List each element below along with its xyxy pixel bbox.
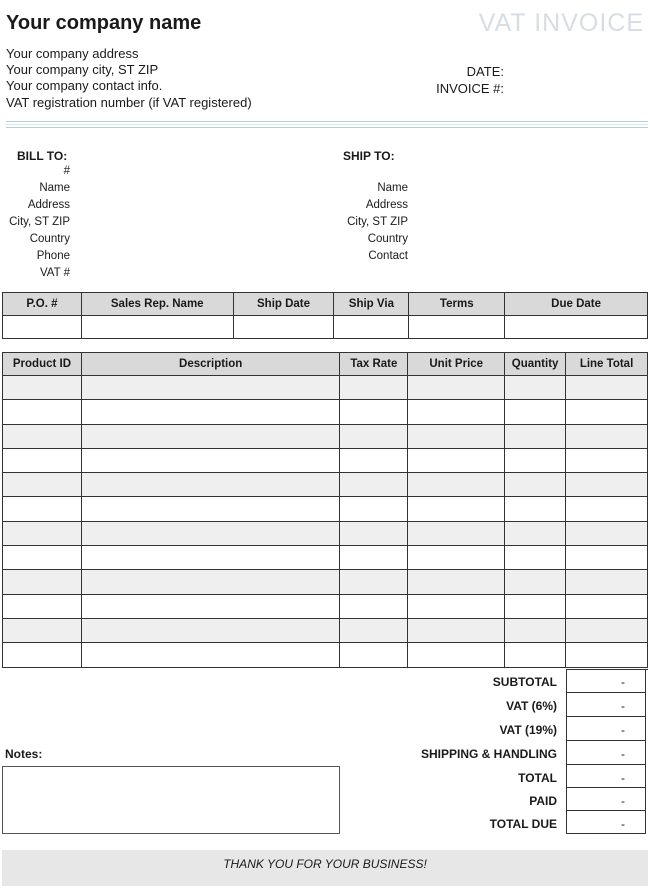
product-cell[interactable] [505, 546, 566, 570]
product-cell[interactable] [81, 424, 340, 448]
total-label: TOTAL [518, 771, 557, 785]
total-value[interactable]: - [566, 765, 646, 788]
product-cell[interactable] [81, 497, 340, 521]
vat-6-label: VAT (6%) [506, 699, 557, 713]
product-cell[interactable] [408, 594, 505, 618]
order-info-table [2, 292, 648, 339]
product-cell[interactable] [408, 473, 505, 497]
product-cell[interactable] [408, 521, 505, 545]
product-cell[interactable] [505, 643, 566, 667]
table-row [3, 424, 648, 448]
thank-you-footer: THANK YOU FOR YOUR BUSINESS! [2, 850, 648, 886]
table-row [3, 376, 648, 400]
ship-date-cell[interactable] [233, 316, 334, 339]
product-cell[interactable] [81, 473, 340, 497]
product-cell[interactable] [340, 594, 408, 618]
header-divider [6, 121, 648, 122]
company-contact: Your company contact info. [6, 78, 163, 93]
shipping-handling-label: SHIPPING & HANDLING [420, 747, 557, 761]
product-cell[interactable] [3, 473, 82, 497]
product-cell[interactable] [3, 376, 82, 400]
product-cell[interactable] [408, 618, 505, 642]
product-cell[interactable] [566, 497, 648, 521]
product-cell[interactable] [505, 473, 566, 497]
ship-to-contact-label: Contact [368, 250, 408, 262]
product-table [2, 352, 648, 668]
product-cell[interactable] [408, 400, 505, 424]
product-cell[interactable] [340, 376, 408, 400]
terms-header: Terms [409, 293, 505, 316]
product-cell[interactable] [81, 643, 340, 667]
product-cell[interactable] [3, 400, 82, 424]
product-cell[interactable] [505, 424, 566, 448]
table-row [3, 643, 648, 667]
product-cell[interactable] [505, 448, 566, 472]
header-divider [6, 127, 648, 128]
product-cell[interactable] [408, 570, 505, 594]
product-cell[interactable] [340, 473, 408, 497]
product-cell[interactable] [3, 521, 82, 545]
due-date-cell[interactable] [505, 316, 648, 339]
description-header: Description [81, 353, 340, 376]
product-cell[interactable] [566, 424, 648, 448]
product-cell[interactable] [3, 424, 82, 448]
ship-to-address-label: Address [365, 199, 408, 211]
notes-label: Notes: [5, 747, 43, 761]
product-cell[interactable] [3, 497, 82, 521]
product-cell[interactable] [340, 424, 408, 448]
tax-rate-header: Tax Rate [340, 353, 408, 376]
total-due-value[interactable]: - [566, 811, 646, 834]
product-cell[interactable] [340, 497, 408, 521]
product-cell[interactable] [505, 497, 566, 521]
table-row [3, 570, 648, 594]
product-cell[interactable] [81, 570, 340, 594]
product-cell[interactable] [81, 521, 340, 545]
product-cell[interactable] [566, 448, 648, 472]
bill-to-heading: BILL TO: [17, 149, 68, 163]
product-cell[interactable] [340, 400, 408, 424]
product-cell[interactable] [505, 400, 566, 424]
ship-date-header: Ship Date [233, 293, 334, 316]
product-cell[interactable] [340, 521, 408, 545]
product-cell[interactable] [3, 618, 82, 642]
company-name: Your company name [6, 12, 202, 34]
unit-price-header: Unit Price [408, 353, 505, 376]
product-cell[interactable] [566, 618, 648, 642]
product-cell[interactable] [81, 376, 340, 400]
product-cell[interactable] [340, 570, 408, 594]
total-due-label: TOTAL DUE [489, 817, 557, 831]
product-cell[interactable] [3, 546, 82, 570]
product-cell[interactable] [566, 570, 648, 594]
terms-cell[interactable] [409, 316, 505, 339]
bill-to-address-label: Address [27, 199, 70, 211]
product-id-header: Product ID [3, 353, 82, 376]
header-divider [6, 124, 648, 125]
bill-to-phone-label: Phone [36, 250, 70, 262]
vat-19-value[interactable]: - [566, 717, 646, 741]
product-cell[interactable] [340, 546, 408, 570]
product-cell[interactable] [408, 643, 505, 667]
company-address: Your company address [6, 46, 139, 61]
document-title: VAT INVOICE [478, 9, 644, 37]
ship-to-name-label: Name [377, 182, 408, 194]
bill-to-vat-label: VAT # [39, 267, 70, 279]
product-cell[interactable] [566, 546, 648, 570]
table-row [3, 448, 648, 472]
product-cell[interactable] [505, 521, 566, 545]
product-cell[interactable] [3, 448, 82, 472]
product-cell[interactable] [81, 618, 340, 642]
ship-via-header: Ship Via [334, 293, 409, 316]
company-vat-registration: VAT registration number (if VAT registered) [6, 95, 252, 110]
product-cell[interactable] [340, 448, 408, 472]
po-number-header: P.O. # [3, 293, 82, 316]
due-date-header: Due Date [505, 293, 648, 316]
product-cell[interactable] [505, 618, 566, 642]
product-cell[interactable] [81, 400, 340, 424]
ship-via-cell[interactable] [334, 316, 409, 339]
product-cell[interactable] [505, 376, 566, 400]
ship-to-heading: SHIP TO: [343, 149, 395, 163]
shipping-handling-value[interactable]: - [566, 741, 646, 765]
date-label: DATE: [466, 64, 504, 79]
table-row [3, 594, 648, 618]
sales-rep-header: Sales Rep. Name [81, 293, 233, 316]
product-cell[interactable] [3, 594, 82, 618]
ship-to-country-label: Country [367, 233, 408, 245]
product-cell[interactable] [566, 376, 648, 400]
product-cell[interactable] [566, 473, 648, 497]
product-cell[interactable] [566, 400, 648, 424]
quantity-header: Quantity [505, 353, 566, 376]
bill-to-city-label: City, ST ZIP [9, 216, 70, 228]
subtotal-value[interactable]: - [566, 669, 646, 693]
product-cell[interactable] [505, 594, 566, 618]
table-row [3, 473, 648, 497]
ship-to-city-label: City, ST ZIP [347, 216, 408, 228]
product-cell[interactable] [408, 424, 505, 448]
paid-label: PAID [529, 794, 557, 808]
bill-to-name-label: Name [39, 182, 70, 194]
product-cell[interactable] [340, 618, 408, 642]
po-number-cell[interactable] [3, 316, 82, 339]
product-cell[interactable] [408, 546, 505, 570]
product-cell[interactable] [505, 570, 566, 594]
bill-to-number-label: # [63, 165, 70, 177]
product-cell[interactable] [81, 546, 340, 570]
table-row [3, 618, 648, 642]
product-cell[interactable] [3, 643, 82, 667]
table-row [3, 521, 648, 545]
product-cell[interactable] [408, 448, 505, 472]
table-row [3, 546, 648, 570]
vat-19-label: VAT (19%) [499, 723, 557, 737]
product-cell[interactable] [408, 376, 505, 400]
invoice-number-label: INVOICE #: [436, 81, 504, 96]
product-cell[interactable] [408, 497, 505, 521]
product-cell[interactable] [340, 643, 408, 667]
table-row [3, 497, 648, 521]
paid-value[interactable]: - [566, 788, 646, 811]
product-cell[interactable] [81, 448, 340, 472]
product-cell[interactable] [3, 570, 82, 594]
company-city: Your company city, ST ZIP [6, 62, 159, 77]
line-total-header: Line Total [566, 353, 648, 376]
notes-box[interactable] [2, 766, 340, 834]
product-cell[interactable] [81, 594, 340, 618]
product-cell[interactable] [566, 594, 648, 618]
bill-to-country-label: Country [29, 233, 70, 245]
sales-rep-cell[interactable] [81, 316, 233, 339]
subtotal-label: SUBTOTAL [492, 675, 557, 689]
product-cell[interactable] [566, 521, 648, 545]
table-row [3, 400, 648, 424]
vat-6-value[interactable]: - [566, 693, 646, 717]
product-cell[interactable] [566, 643, 648, 667]
